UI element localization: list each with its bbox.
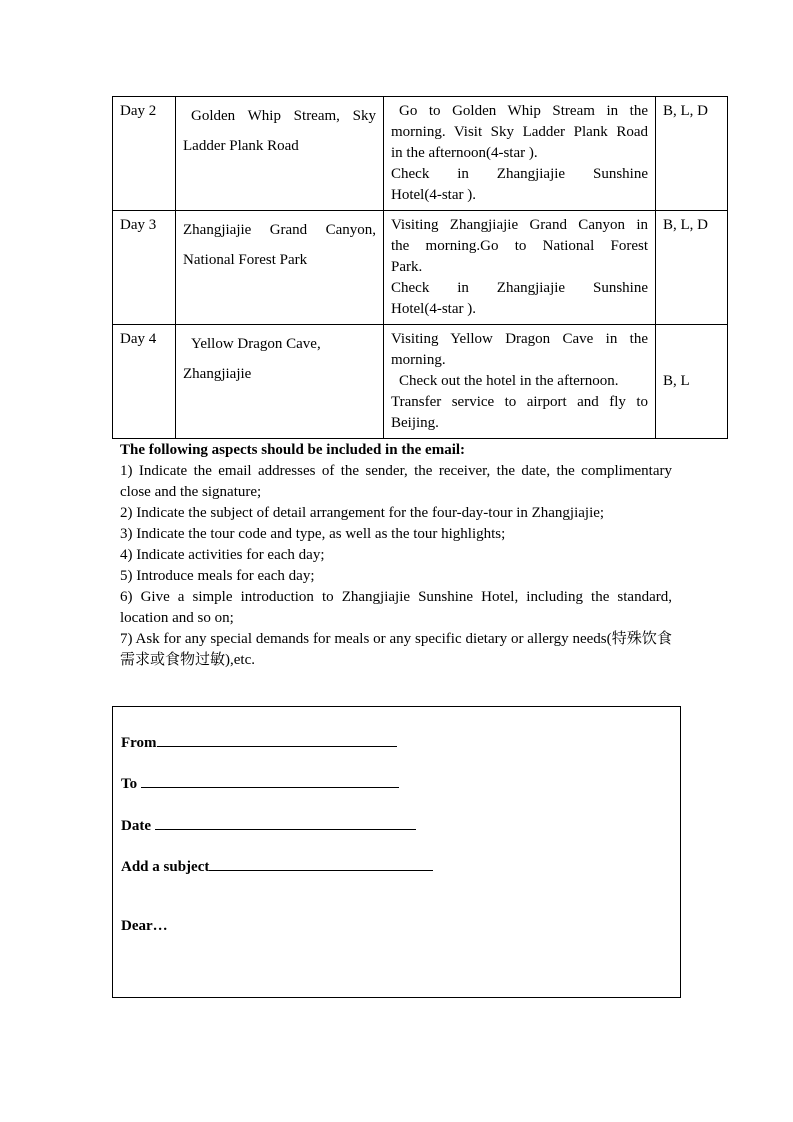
activity-line: Hotel(4-star ).	[391, 187, 476, 203]
place-line: Golden Whip Stream, Sky	[191, 108, 376, 124]
itinerary-row	[113, 97, 728, 211]
activity-line: Beijing.	[391, 415, 439, 431]
place-cell	[176, 97, 384, 211]
subject-label: Add a subject	[121, 859, 210, 875]
from-row	[121, 731, 397, 752]
requirement-item: 1) Indicate the email addresses of the sender, the receiver, the date, the complimentary close and the signature;	[120, 463, 672, 500]
meals-cell: B, L	[656, 325, 728, 439]
place-line: Yellow Dragon Cave,	[191, 336, 321, 352]
to-row	[121, 772, 399, 793]
requirements-title: The following aspects should be included in the email:	[120, 442, 466, 458]
activity-line: Visiting Yellow Dragon Cave in the	[391, 331, 648, 347]
itinerary-row	[113, 211, 728, 325]
activity-line: Visiting Zhangjiajie Grand Canyon in	[391, 217, 648, 233]
day-cell: Day 4	[113, 325, 176, 439]
activity-line: morning. Visit Sky Ladder Plank Road	[391, 124, 648, 140]
activity-line: Hotel(4-star ).	[391, 301, 476, 317]
place-line: Zhangjiajie	[183, 366, 252, 382]
requirement-item: 2) Indicate the subject of detail arrangement for the four-day-tour in Zhangjiajie;	[120, 505, 605, 521]
activity-line: Park.	[391, 259, 423, 275]
to-field[interactable]	[141, 772, 399, 788]
activity-line: Check in Zhangjiajie Sunshine	[391, 166, 648, 182]
day-cell: Day 3	[113, 211, 176, 325]
requirements-section	[120, 440, 672, 671]
requirement-item: 7) Ask for any special demands for meals or any specific dietary or allergy needs(特殊饮食需求或食物过敏),etc.	[120, 631, 672, 668]
email-form-box	[112, 706, 681, 998]
date-label: Date	[121, 818, 151, 834]
itinerary-row	[113, 325, 728, 439]
day-cell: Day 2	[113, 97, 176, 211]
place-cell	[176, 325, 384, 439]
place-line: Zhangjiajie Grand Canyon,	[183, 222, 376, 238]
activity-line: morning.	[391, 352, 446, 368]
activity-line: Check in Zhangjiajie Sunshine	[391, 280, 648, 296]
place-cell	[176, 211, 384, 325]
requirement-item: 3) Indicate the tour code and type, as well as the tour highlights;	[120, 526, 506, 542]
itinerary-table	[112, 96, 728, 439]
date-row	[121, 814, 416, 835]
to-label: To	[121, 776, 138, 792]
from-field[interactable]	[157, 731, 397, 747]
activity-line: in the afternoon(4-star ).	[391, 145, 538, 161]
place-line: Ladder Plank Road	[183, 138, 299, 154]
activities-cell	[384, 211, 656, 325]
meals-cell: B, L, D	[656, 211, 728, 325]
requirement-item: 4) Indicate activities for each day;	[120, 547, 325, 563]
requirement-item: 6) Give a simple introduction to Zhangjiajie Sunshine Hotel, including the standard, location and so on;	[120, 589, 672, 626]
activity-line: the morning.Go to National Forest	[391, 238, 648, 254]
place-line: National Forest Park	[183, 252, 308, 268]
date-field[interactable]	[155, 814, 416, 830]
requirement-item: 5) Introduce meals for each day;	[120, 568, 315, 584]
activity-line: Go to Golden Whip Stream in the	[399, 103, 648, 119]
activity-line: Transfer service to airport and fly to	[391, 394, 648, 410]
greeting: Dear…	[121, 918, 168, 934]
activities-cell	[384, 97, 656, 211]
subject-row	[121, 855, 433, 876]
activity-line: Check out the hotel in the afternoon.	[399, 373, 619, 389]
from-label: From	[121, 735, 157, 751]
activities-cell	[384, 325, 656, 439]
meals-cell: B, L, D	[656, 97, 728, 211]
subject-field[interactable]	[209, 855, 433, 871]
